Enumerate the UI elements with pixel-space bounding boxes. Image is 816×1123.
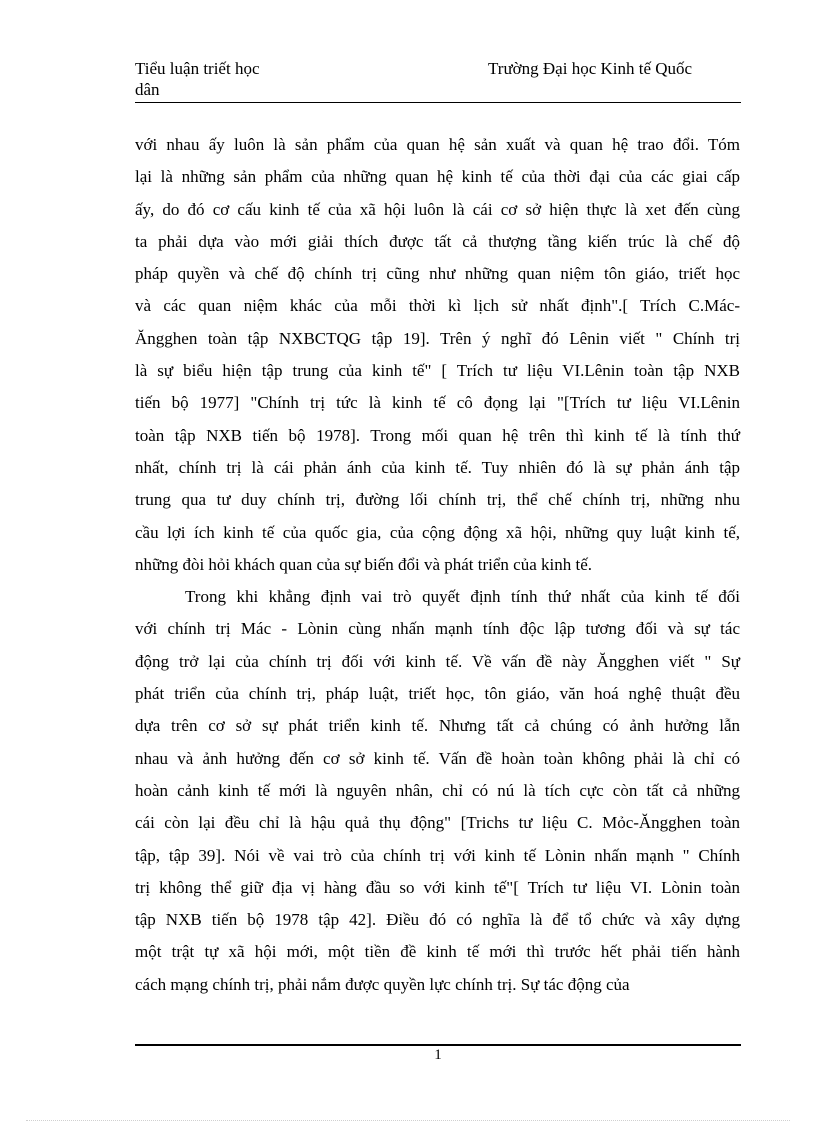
text-line: tập, tập 39]. Nói về vai trò của chính trị với kinh tế Lònin nhấn mạnh " Chính	[135, 845, 740, 865]
text-line: lại là những sản phẩm của những quan hệ kinh tế của thời đại của các giai cấp	[135, 167, 740, 187]
text-line: là sự biểu hiện tập trung của kinh tế" [ Trích tư liệu VI.Lênin toàn tập NXB	[135, 361, 740, 381]
text-line: cách mạng chính trị, phải nắm được quyền lực chính trị. Sự tác động của	[135, 974, 630, 994]
text-line: nhất, chính trị là cái phản ánh của kinh tế. Tuy nhiên đó là sự phản ánh tập	[135, 457, 740, 477]
text-line: cái còn lại đều chỉ là hậu quả thụ động" [Trichs tư liệu C. Mỏc-Ăngghen toàn	[135, 813, 740, 833]
text-line: ta phải dựa vào mới giải thích được tất cả thượng tầng kiến trúc là chế độ	[135, 231, 740, 251]
text-line: ấy, do đó cơ cấu kinh tế của xã hội luôn là cái cơ sở hiện thực là xet đến cùng	[135, 199, 740, 219]
page-bottom-divider	[26, 1120, 790, 1121]
text-line: trị không thể giữ địa vị hàng đầu so với kinh tế"[ Trích tư liệu VI. Lònin toàn	[135, 877, 740, 897]
header-right-title: Trường Đại học Kinh tế Quốc	[488, 59, 693, 78]
text-line: tiến bộ 1977] "Chính trị tức là kinh tế cô đọng lại "[Trích tư liệu VI.Lênin	[135, 393, 740, 413]
text-line: toàn tập NXB tiến bộ 1978]. Trong mối quan hệ trên thì kinh tế là tính thứ	[135, 425, 740, 445]
page-header	[135, 58, 741, 103]
text-line: phát triển của chính trị, pháp luật, triết học, tôn giáo, văn hoá nghệ thuật đều	[135, 684, 740, 704]
text-line: hoàn cảnh kinh tế mới là nguyên nhân, chỉ có nú là tích cực còn tất cả những	[135, 780, 740, 800]
text-line: nhau và ảnh hưởng đến cơ sở kinh tế. Vấn đề hoàn toàn không phải là chỉ có	[135, 748, 740, 768]
header-left-title-line1: Tiểu luận triết học	[135, 59, 260, 78]
text-line: một trật tự xã hội mới, một tiền đề kinh tế mới thì trước hết phải tiến hành	[135, 942, 740, 962]
header-left-title-line2: dân	[135, 80, 160, 99]
text-line: pháp quyền và chế độ chính trị cũng như những quan niệm tôn giáo, triết học	[135, 264, 740, 284]
text-line: và các quan niệm khác của mỗi thời kì lịch sử nhất định".[ Trích C.Mác-	[135, 296, 740, 316]
body-text	[135, 129, 740, 1001]
text-line: tập NXB tiến bộ 1978 tập 42]. Điều đó có nghĩa là để tổ chức và xây dựng	[135, 910, 740, 930]
text-line: với nhau ấy luôn là sản phẩm của quan hệ sản xuất và quan hệ trao đổi. Tóm	[135, 135, 740, 154]
text-line: động trở lại của chính trị đối với kinh tế. Về vấn đề này Ăngghen viết " Sự	[135, 651, 740, 671]
header-left-title	[135, 58, 295, 100]
text-line-indented: Trong khi khẳng định vai trò quyết định tính thứ nhất của kinh tế đối	[185, 587, 740, 607]
text-line: cầu lợi ích kinh tế của quốc gia, của cộng động xã hội, những quy luật kinh tế,	[135, 522, 740, 542]
text-line: dựa trên cơ sở sự phát triển kinh tế. Nhưng tất cả chúng có ảnh hưởng lẫn	[135, 716, 740, 736]
page-number: 1	[434, 1047, 442, 1063]
text-line: trung qua tư duy chính trị, đường lối chính trị, thể chế chính trị, những nhu	[135, 490, 740, 510]
text-line: với chính trị Mác - Lònin cùng nhấn mạnh tính độc lập tương đối và sự tác	[135, 619, 740, 639]
text-line: Ăngghen toàn tập NXBCTQG tập 19]. Trên ý nghĩ đó Lênin viết " Chính trị	[135, 328, 740, 348]
text-line: những đòi hỏi khách quan của sự biến đổi và phát triển của kinh tế.	[135, 554, 593, 574]
